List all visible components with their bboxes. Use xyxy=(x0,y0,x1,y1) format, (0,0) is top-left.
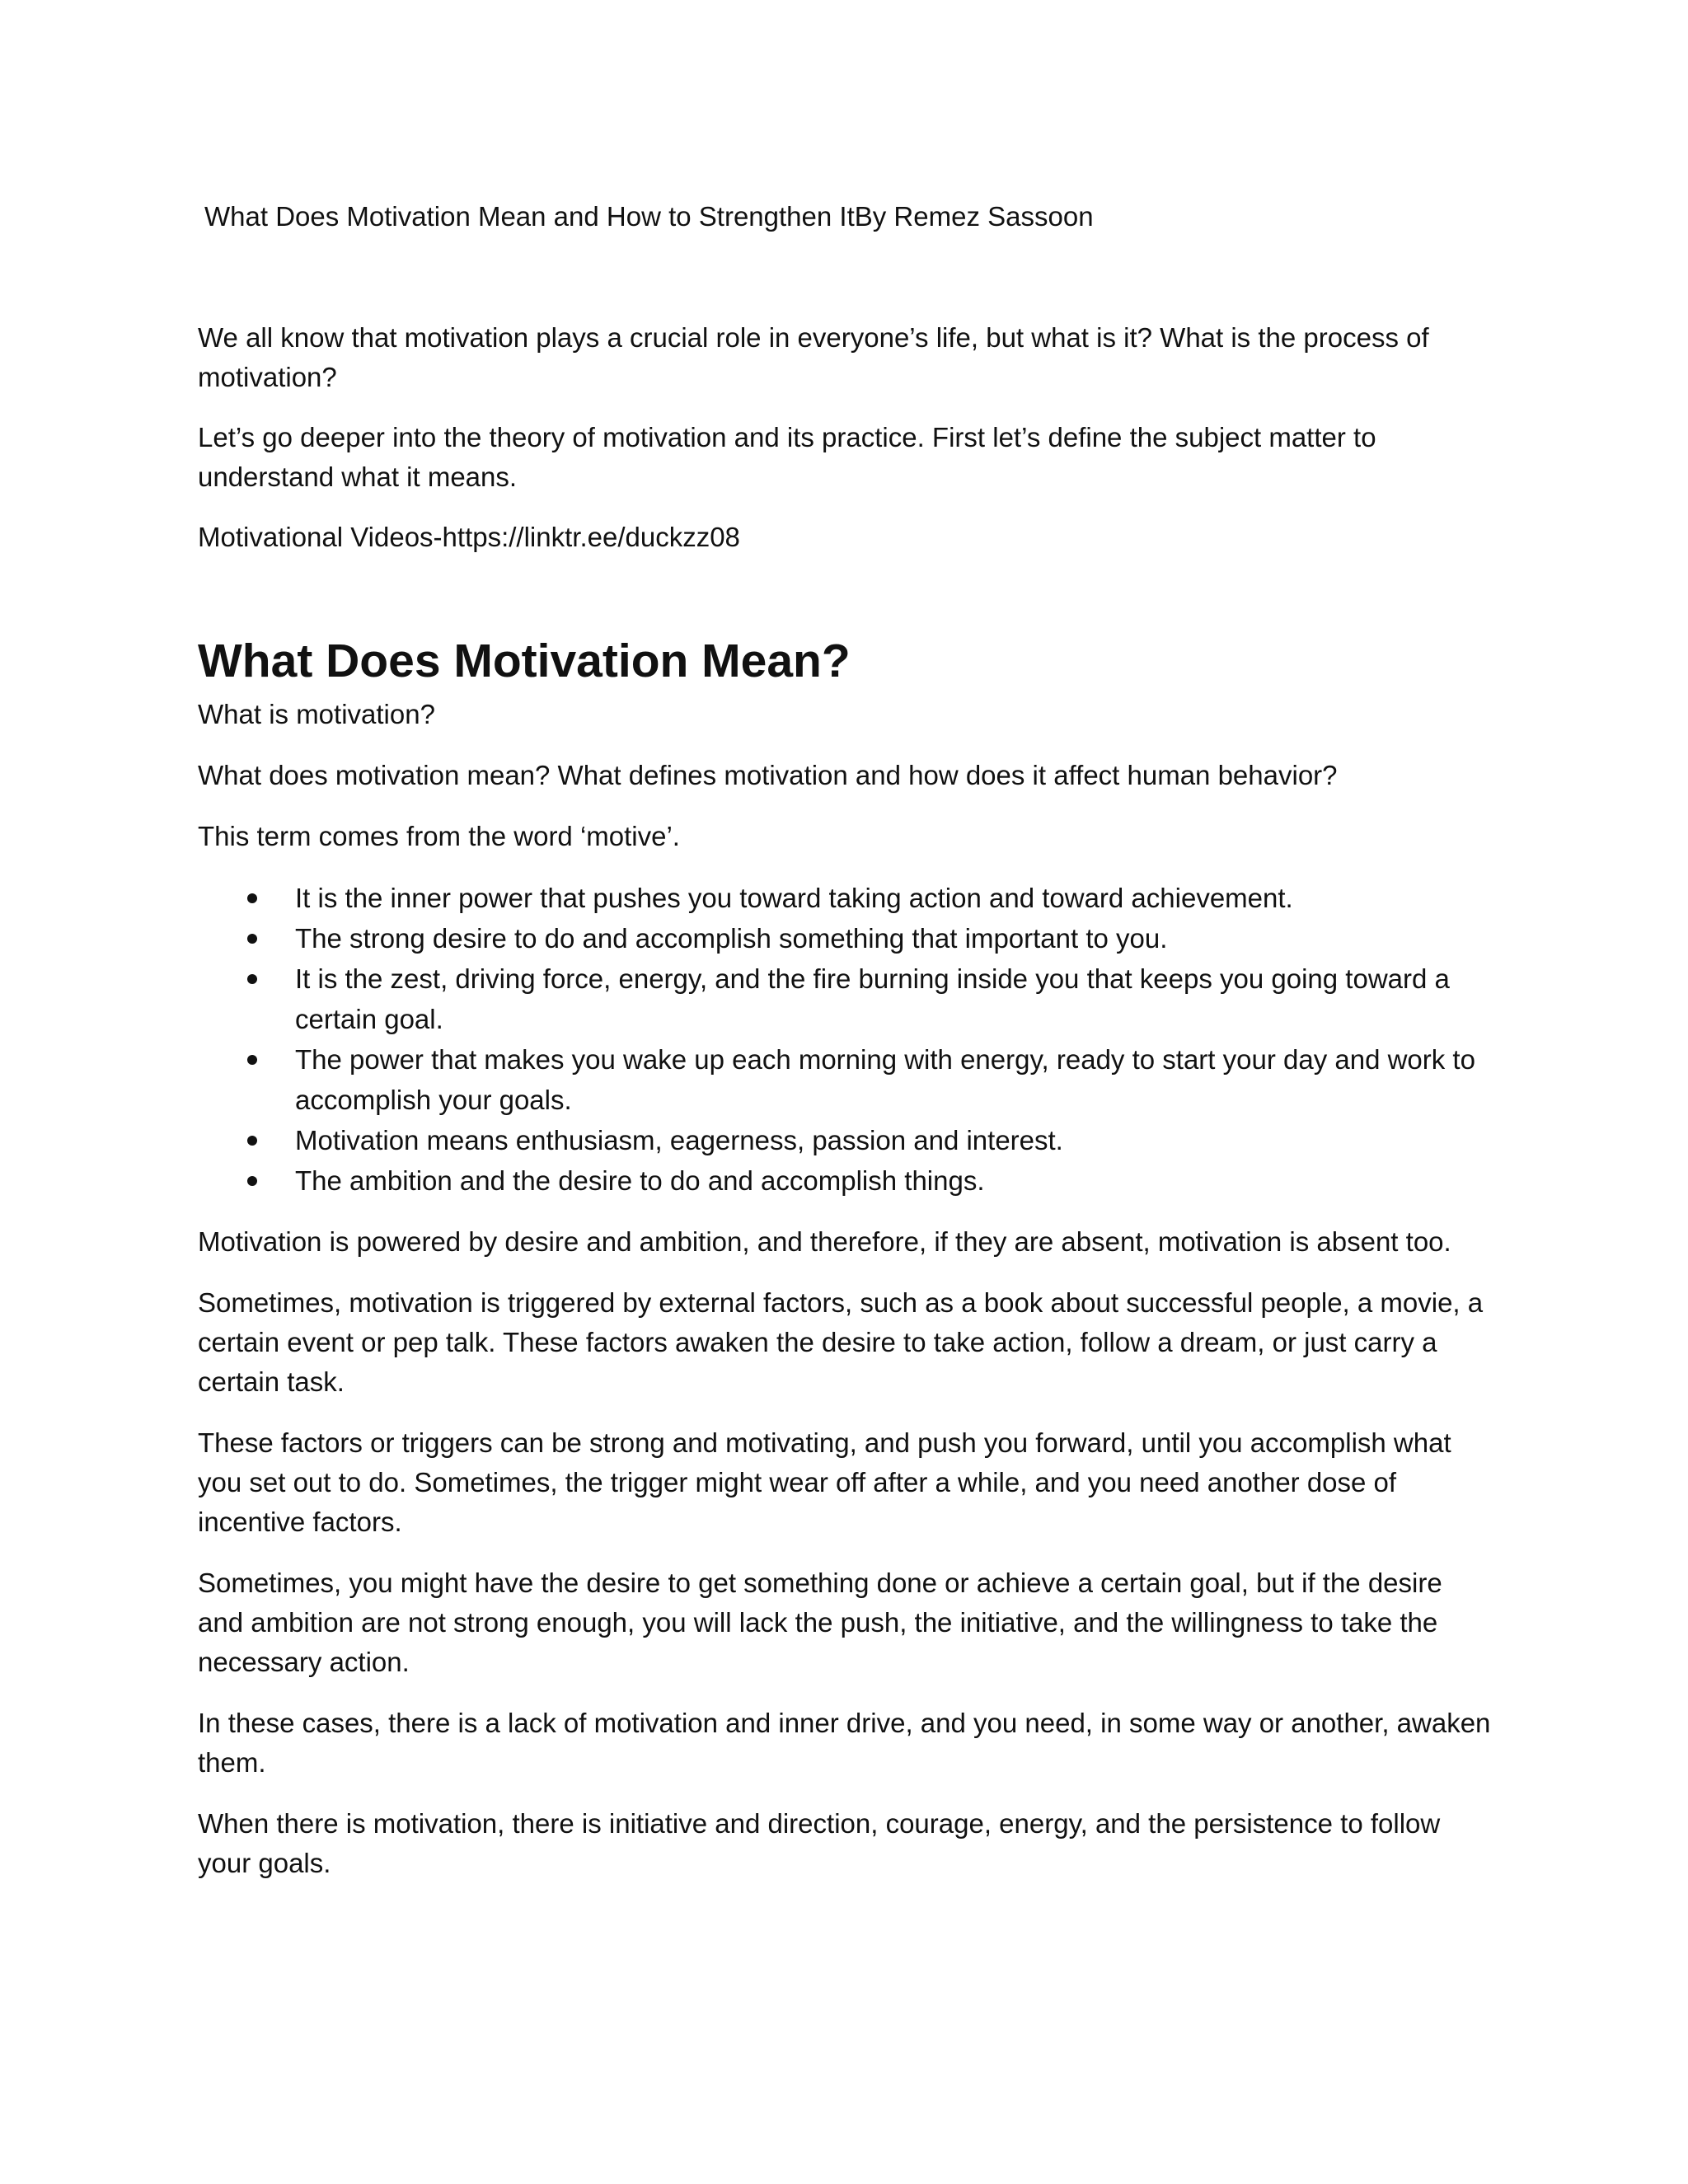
bullet-icon xyxy=(247,893,257,903)
list-item xyxy=(198,1039,1492,1120)
lead-paragraph: This term comes from the word ‘motive’. xyxy=(198,821,680,851)
intro-section xyxy=(198,318,1492,578)
videos-link-text: Motivational Videos-https://linktr.ee/duckzz08 xyxy=(198,522,740,552)
bullet-icon xyxy=(247,934,257,944)
bullet-icon xyxy=(247,1176,257,1186)
list-item-text: The strong desire to do and accomplish something that important to you. xyxy=(295,923,1168,954)
list-item xyxy=(198,878,1492,918)
list-item xyxy=(198,958,1492,1039)
body-paragraph: Sometimes, you might have the desire to get something done or achieve a certain goal, but if the desire and ambition are not strong enough, you will lack the push, the initiative, and the willingness to take the necessary action. xyxy=(198,1568,1442,1677)
bullet-icon xyxy=(247,974,257,984)
list-item-text: The power that makes you wake up each morning with energy, ready to start your day and work to accomplish your goals. xyxy=(295,1044,1475,1115)
body-paragraph: These factors or triggers can be strong and motivating, and push you forward, until you accomplish what you set out to do. Sometimes, the trigger might wear off after a while, and you need another dose of incentive factors. xyxy=(198,1427,1451,1537)
list-item-text: The ambition and the desire to do and accomplish things. xyxy=(295,1165,985,1196)
bullet-icon xyxy=(247,1136,257,1146)
lead-paragraph: What is motivation? xyxy=(198,699,435,729)
definition-list xyxy=(198,878,1492,1201)
list-item-text: It is the zest, driving force, energy, and the fire burning inside you that keeps you going toward a certain goal. xyxy=(295,963,1450,1034)
list-item-text: Motivation means enthusiasm, eagerness, passion and interest. xyxy=(295,1125,1063,1155)
list-item xyxy=(198,1160,1492,1201)
bullet-icon xyxy=(247,1055,257,1065)
list-item-text: It is the inner power that pushes you toward taking action and toward achievement. xyxy=(295,883,1293,913)
body-paragraph: Motivation is powered by desire and ambition, and therefore, if they are absent, motivation is absent too. xyxy=(198,1226,1451,1257)
section-heading: What Does Motivation Mean? xyxy=(198,635,851,687)
document-title: What Does Motivation Mean and How to Strengthen ItBy Remez Sassoon xyxy=(204,201,1094,232)
intro-paragraph: We all know that motivation plays a crucial role in everyone’s life, but what is it? What is the process of motivation? xyxy=(198,322,1429,392)
intro-paragraph: Let’s go deeper into the theory of motivation and its practice. First let’s define the subject matter to understand what it means. xyxy=(198,422,1376,492)
body-paragraph: When there is motivation, there is initiative and direction, courage, energy, and the persistence to follow your goals. xyxy=(198,1808,1441,1878)
lead-paragraph: What does motivation mean? What defines motivation and how does it affect human behavior? xyxy=(198,760,1338,790)
motivation-section xyxy=(198,695,1492,1905)
body-paragraph: In these cases, there is a lack of motivation and inner drive, and you need, in some way or another, awaken them. xyxy=(198,1708,1491,1778)
body-paragraph: Sometimes, motivation is triggered by external factors, such as a book about successful people, a movie, a certain event or pep talk. These factors awaken the desire to take action, follow a dream, or just carry a certain task. xyxy=(198,1287,1484,1397)
list-item xyxy=(198,918,1492,958)
list-item xyxy=(198,1120,1492,1160)
